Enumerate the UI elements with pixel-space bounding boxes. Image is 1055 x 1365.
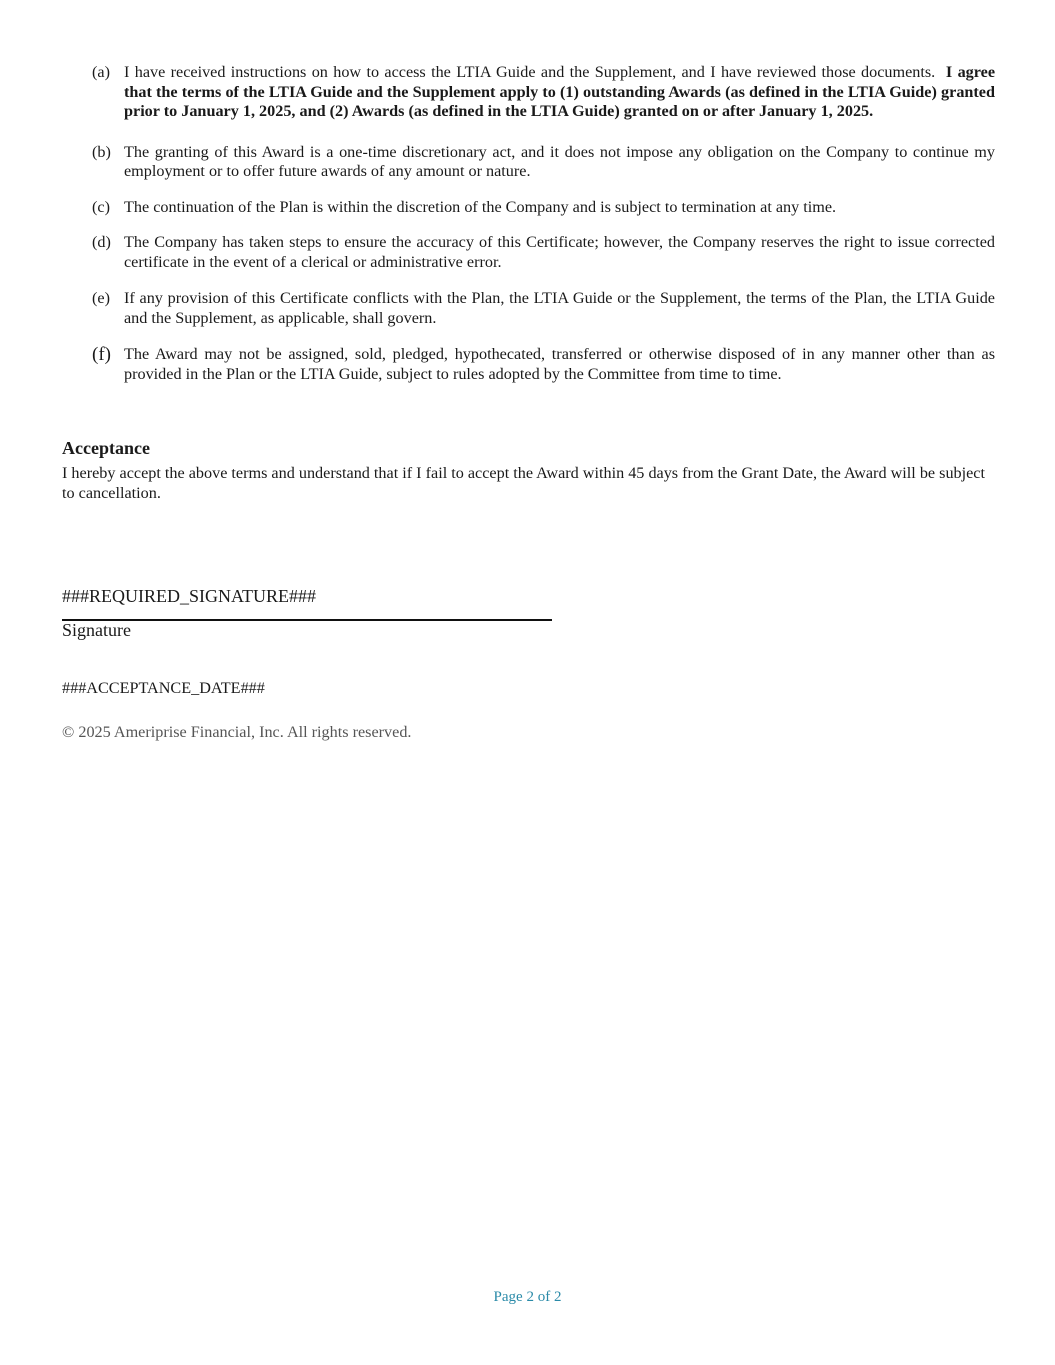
term-item-f <box>92 345 995 384</box>
term-item-b <box>92 143 995 182</box>
term-text: The continuation of the Plan is within the discretion of the Company and is subject to termination at any time. <box>124 197 837 216</box>
term-text <box>124 63 995 122</box>
term-text: If any provision of this Certificate conflicts with the Plan, the LTIA Guide or the Supplement, the terms of the Plan, the LTIA Guide and the Supplement, as applicable, shall govern. <box>124 289 995 327</box>
term-text-bold: I agree that the terms of the LTIA Guide and the Supplement apply to (1) outstanding Awards (as defined in the LTIA Guide) granted prior to January 1, 2025, and (2) Awards (as defined in the LTIA Guide) granted on or after January 1, 2025. <box>124 63 996 120</box>
term-letter: (f) <box>92 344 111 365</box>
page-number: Page 2 of 2 <box>493 1289 562 1305</box>
signature-field[interactable]: ###REQUIRED_SIGNATURE### <box>62 586 316 606</box>
acceptance-text: I hereby accept the above terms and understand that if I fail to accept the Award within 45 days from the Grant Date, the Award will be subject to cancellation. <box>62 464 985 502</box>
term-letter: (c) <box>92 197 110 216</box>
term-text: The Company has taken steps to ensure the accuracy of this Certificate; however, the Company reserves the right to issue corrected certificate in the event of a clerical or administrative error. <box>124 233 995 271</box>
term-letter: (e) <box>92 289 110 307</box>
term-item-d <box>92 233 995 272</box>
term-letter: (d) <box>92 233 111 251</box>
signature-label: Signature <box>62 620 131 640</box>
acceptance-date-field[interactable]: ###ACCEPTANCE_DATE### <box>62 679 265 697</box>
term-letter: (b) <box>92 142 111 161</box>
term-item-a <box>92 63 995 122</box>
term-text: The Award may not be assigned, sold, pledged, hypothecated, transferred or otherwise disposed of in any manner other than as provided in the Plan or the LTIA Guide, subject to rules adopted by the Committee from time to time. <box>124 345 995 383</box>
term-text-regular: I have received instructions on how to access the LTIA Guide and the Supplement, and I have reviewed those documents. <box>124 63 936 81</box>
term-item-e <box>92 289 995 328</box>
term-letter: (a) <box>92 63 110 81</box>
term-item-c <box>92 198 995 218</box>
copyright-notice: © 2025 Ameriprise Financial, Inc. All rights reserved. <box>62 723 412 741</box>
acceptance-heading: Acceptance <box>62 438 150 458</box>
terms-list <box>92 63 995 384</box>
signature-line <box>62 619 552 621</box>
term-text: The granting of this Award is a one-time discretionary act, and it does not impose any obligation on the Company to continue my employment or to offer future awards of any amount or nature. <box>124 142 995 180</box>
